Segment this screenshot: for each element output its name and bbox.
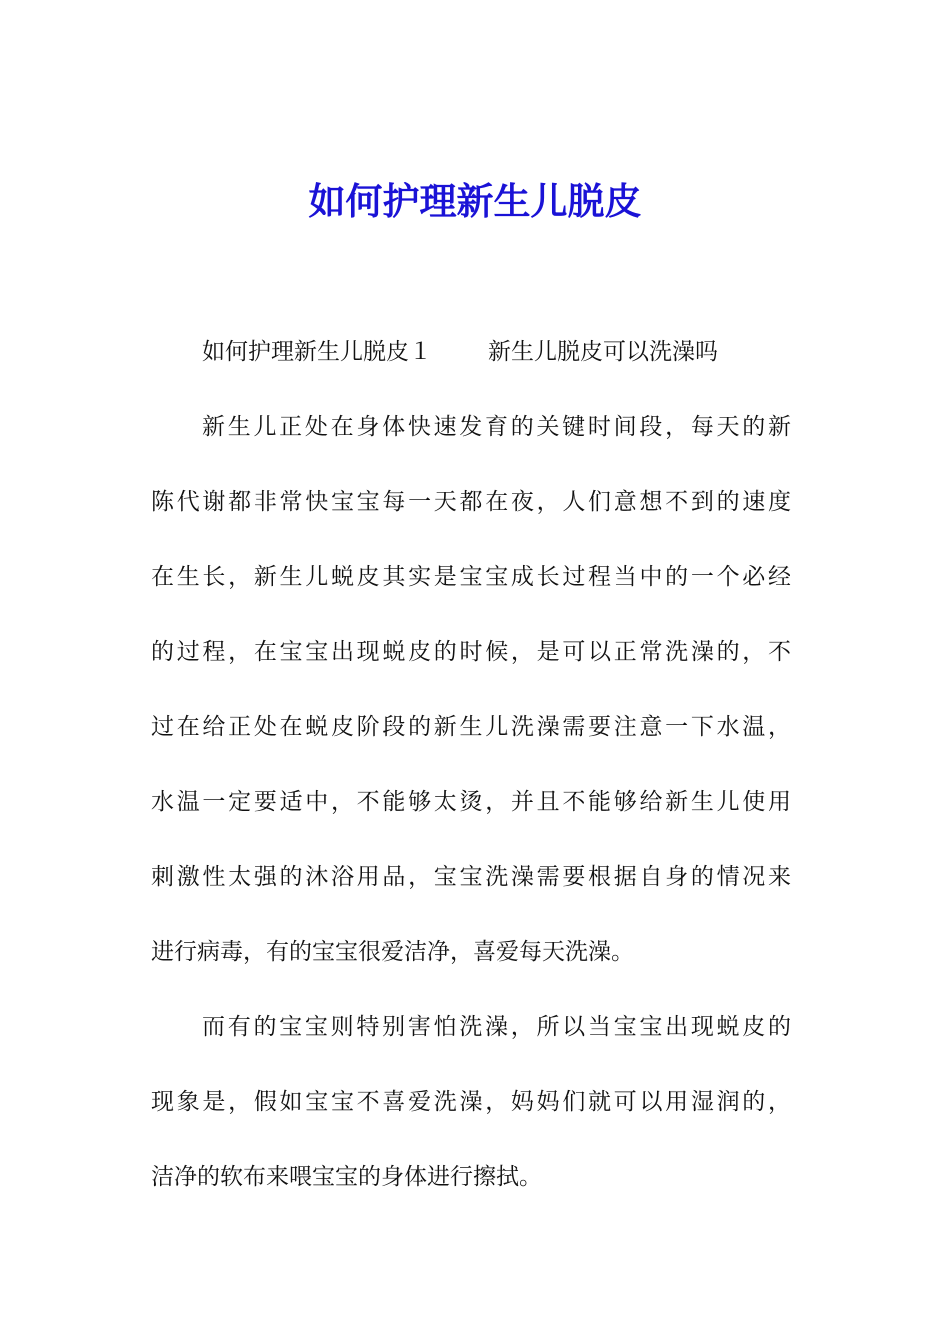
paragraph-line: 现象是，假如宝宝不喜爱洗澡，妈妈们就可以用湿润的， xyxy=(151,1089,791,1115)
section-heading-label: 如何护理新生儿脱皮１ xyxy=(202,339,432,365)
paragraph-line: 进行病毒，有的宝宝很爱洁净，喜爱每天洗澡。 xyxy=(151,939,634,965)
section-heading-subtitle: 新生儿脱皮可以洗澡吗 xyxy=(488,339,718,365)
paragraph-2 xyxy=(151,1005,791,1230)
section-heading xyxy=(151,330,791,405)
paragraph-line: 而有的宝宝则特别害怕洗澡，所以当宝宝出现蜕皮的 xyxy=(202,1014,791,1040)
paragraph-line: 洁净的软布来喂宝宝的身体进行擦拭。 xyxy=(151,1164,542,1190)
paragraph-line: 陈代谢都非常快宝宝每一天都在夜，人们意想不到的速度 xyxy=(151,489,791,515)
document-body xyxy=(151,330,791,1230)
paragraph-1 xyxy=(151,405,791,1005)
document-title: 如何护理新生儿脱皮 xyxy=(308,179,642,223)
paragraph-line: 水温一定要适中，不能够太烫，并且不能够给新生儿使用 xyxy=(151,789,791,815)
paragraph-line: 过在给正处在蜕皮阶段的新生儿洗澡需要注意一下水温， xyxy=(151,714,791,740)
paragraph-line: 在生长，新生儿蜕皮其实是宝宝成长过程当中的一个必经 xyxy=(151,564,791,590)
paragraph-line: 新生儿正处在身体快速发育的关键时间段，每天的新 xyxy=(202,414,791,440)
paragraph-line: 刺激性太强的沐浴用品，宝宝洗澡需要根据自身的情况来 xyxy=(151,864,791,890)
paragraph-line: 的过程，在宝宝出现蜕皮的时候，是可以正常洗澡的，不 xyxy=(151,639,791,665)
